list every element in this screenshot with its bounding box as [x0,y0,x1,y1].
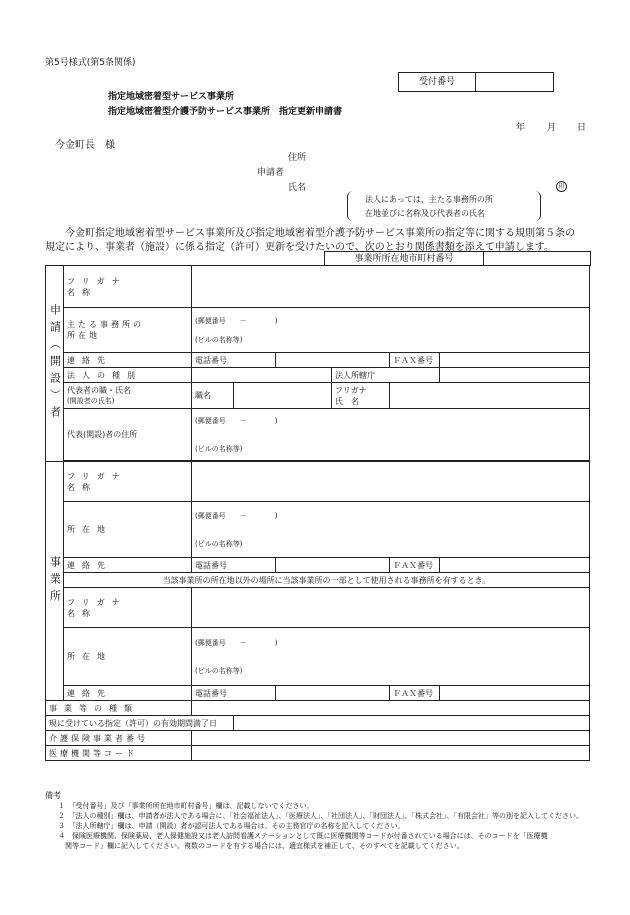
applicant-name-field[interactable] [192,266,590,308]
office-phone-label: 電話番号 [192,558,276,573]
insurer-number-label: 介護保険事業者番号 [46,731,192,746]
rep-address-label: 代表(開設)者の住所 [64,409,192,461]
branch-fax-label: ＦＡＸ番号 [390,686,440,701]
fax-label: ＦＡＸ番号 [390,353,440,368]
branch-furigana-label: フリガナ 名称 [64,588,192,628]
phone-field[interactable] [276,353,390,368]
service-type-field[interactable] [192,701,590,716]
date-month: 月 [547,123,557,133]
rep-label: 代表者の職・氏名 (開設者の氏名) [64,383,192,409]
application-table [45,265,590,761]
valid-period-field[interactable] [234,716,590,731]
branch-name-field[interactable] [192,588,590,628]
receipt-label: 受付番号 [399,73,476,91]
other-office-note: 当該事業所の所在地以外の場所に当該事業所の一部として使用される事務所を有するとき。 [64,573,590,588]
contact-label: 連絡先 [64,353,192,368]
office-furigana-label: フリガナ 名称 [64,462,192,502]
insurer-number-field[interactable] [192,731,590,746]
corp-authority-field[interactable] [440,368,590,383]
branch-fax-field[interactable] [440,686,590,701]
location-code-box [324,251,591,266]
valid-period-label: 現に受けている指定（許可）の有効期間満了日 [46,716,234,731]
section-office: 事業所 [46,462,64,701]
office-phone-field[interactable] [276,558,390,573]
corp-authority-label: 法人所轄庁 [332,368,440,383]
office-name-field[interactable] [192,462,590,502]
branch-phone-field[interactable] [276,686,390,701]
fax-field[interactable] [440,353,590,368]
seal-icon: 印 [556,181,567,192]
office-location-label: 所在地 [64,502,192,558]
applicant-note-1: 法人にあっては、主たる事務所の所 [365,195,493,204]
note-1: １ 「受付番号」及び「事業所所在地市町村番号」欄は、記載しないでください。 [58,802,314,810]
branch-address-field[interactable]: (郵便番号 － ) (ビルの名称等) [192,628,590,686]
name-label: 氏名 [288,183,307,193]
title-line-1: 指定地域密着型サービス事業所 [108,92,235,102]
main-office-label: 主たる事務所の 所在地 [64,308,192,353]
note-3: ３ 「法人所轄庁」欄は、申請（開設）者が認可法人である場合は、その主務官庁の名称を記入してください。 [58,822,405,830]
body-text-2: 規定により、事業者（施設）に係る指定（許可）更新を受けたいので、次のとおり関係書類を添えて申請します。 [45,242,554,253]
job-title-field[interactable] [234,383,332,409]
office-fax-label: ＦＡＸ番号 [390,558,440,573]
section-applicant: 申請（開設）者 [46,266,64,462]
date-year: 年 [516,123,526,133]
main-office-address-field[interactable]: (郵便番号 － ) (ビルの名称等) [192,308,590,353]
medical-code-label: 医療機関等コード [46,746,192,761]
note-4: ４ 保険医療機関、保険薬局、老人保健施設又は老人訪問看護ステーションとして既に医療機関等コードが付番されている場合には、そのコードを「医療機 [58,832,548,840]
note-4-cont: 関等コード」欄に記入してください。複数のコードを有する場合には、適宜様式を補正して、そのすべてを記載してください。 [58,842,464,850]
rep-name-label: フリガナ 氏 名 [332,383,390,409]
form-number: 第5号様式(第5条関係) [45,58,136,68]
rep-address-field[interactable]: (郵便番号 － ) (ビルの名称等) [192,409,590,461]
location-code-field[interactable] [484,252,590,266]
branch-location-label: 所在地 [64,628,192,686]
branch-phone-label: 電話番号 [192,686,276,701]
date-day: 日 [577,123,587,133]
phone-label: 電話番号 [192,353,276,368]
applicant-note-2: 在地並びに名称及び代表者の氏名 [365,209,485,218]
addressee: 今金町長 様 [55,140,115,151]
applicant-label: 申請者 [257,168,285,178]
furigana-label: フリガナ 名称 [64,266,192,308]
medical-code-field[interactable] [192,746,590,761]
office-contact-label: 連絡先 [64,558,192,573]
body-text-1: 今金町指定地域密着型サービス事業所及び指定地域密着型介護予防サービス事業所の指定等に関する規則第５条の [65,228,575,239]
rep-name-field[interactable] [390,383,590,409]
branch-contact-label: 連絡先 [64,686,192,701]
corp-type-field[interactable] [192,368,332,383]
corp-type-label: 法人の種別 [64,368,192,383]
office-fax-field[interactable] [440,558,590,573]
notes-title: 備考 [45,791,61,800]
receipt-value-field[interactable] [476,73,553,91]
address-label: 住所 [288,153,307,163]
service-type-label: 事業等の種類 [46,701,192,716]
location-code-label: 事業所所在地市町村番号 [325,252,484,266]
office-address-field[interactable]: (郵便番号 － ) (ビルの名称等) [192,502,590,558]
job-title-label: 職名 [192,383,234,409]
title-line-2: 指定地域密着型介護予防サービス事業所 指定更新申請書 [108,107,343,117]
note-2: ２ 「法人の種別」欄は、申請者が法人である場合に、「社会福祉法人」、「医療法人」、「社団法人」、「財団法人」、「株式会社」、「有限会社」等の別を記入してください。 [58,812,583,820]
receipt-box [398,72,554,92]
